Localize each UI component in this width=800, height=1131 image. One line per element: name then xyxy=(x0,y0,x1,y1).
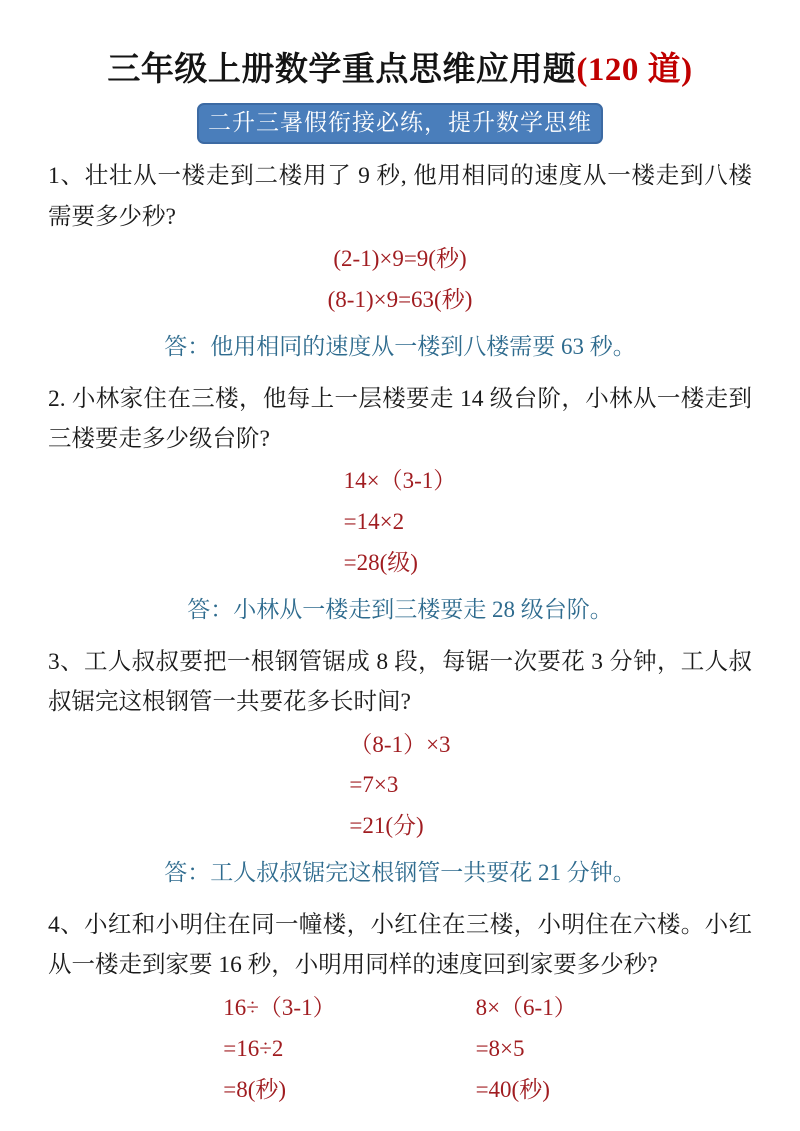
equation-line: =8(秒) xyxy=(223,1076,287,1102)
problem-1-answer: 答：他用相同的速度从一楼到八楼需要 63 秒。 xyxy=(164,333,636,359)
equation-line: =14×2 xyxy=(343,509,405,535)
problem-2-equations xyxy=(48,461,752,584)
page-title xyxy=(48,0,752,91)
equation-line: (8-1)×9=63(秒) xyxy=(327,287,473,313)
problem-2-question: 2. 小林家住在三楼，他每上一层楼要走 14 级台阶，小林从一楼走到三楼要走多少级台阶? xyxy=(48,385,752,452)
problem-2-answer: 答：小林从一楼走到三楼要走 28 级台阶。 xyxy=(187,597,613,623)
equation-line: =7×3 xyxy=(349,772,399,798)
problem-3-equations xyxy=(48,725,752,848)
problem-1 xyxy=(48,156,752,366)
page-title-main: 三年级上册数学重点思维应用题 xyxy=(107,52,577,88)
equation-column-right xyxy=(476,988,577,1111)
problem-4-question: 4、小红和小明住在同一幢楼，小红住在三楼，小明住在六楼。小红从一楼走到家要 16 秒，小明用同样的速度回到家要多少秒? xyxy=(48,911,752,979)
equation-line: 14×（3-1） xyxy=(343,468,457,494)
subtitle-banner-wrap xyxy=(48,103,752,144)
problem-3 xyxy=(48,642,752,893)
equation-line: =28(级) xyxy=(343,550,418,576)
page-title-count: (120 道) xyxy=(576,52,693,88)
equation-line: 16÷（3-1） xyxy=(223,994,336,1020)
equation-stack xyxy=(344,461,457,584)
equation-column-left xyxy=(223,988,335,1111)
problem-4 xyxy=(48,905,752,1111)
equation-line: (2-1)×9=9(秒) xyxy=(333,246,467,272)
problem-2 xyxy=(48,379,752,630)
problem-1-equations xyxy=(48,239,752,321)
problem-3-question: 3、工人叔叔要把一根钢管锯成 8 段，每锯一次要花 3 分钟，工人叔叔锯完这根钢管一共要花多长时间? xyxy=(48,648,752,716)
equation-line: 8×（6-1） xyxy=(475,994,577,1020)
equation-line: =16÷2 xyxy=(223,1035,284,1061)
problem-3-answer: 答：工人叔叔锯完这根钢管一共要花 21 分钟。 xyxy=(164,860,636,886)
equation-stack xyxy=(349,725,450,848)
subtitle-banner: 二升三暑假衔接必练，提升数学思维 xyxy=(197,103,603,144)
equation-line: （8-1）×3 xyxy=(349,731,451,757)
equation-line: =21(分) xyxy=(349,813,424,839)
problem-1-question: 1、壮壮从一楼走到二楼用了 9 秒, 他用相同的速度从一楼走到八楼需要多少秒? xyxy=(48,163,752,230)
equation-line: =40(秒) xyxy=(475,1076,550,1102)
problem-4-equations xyxy=(48,988,752,1111)
equation-line: =8×5 xyxy=(475,1035,525,1061)
